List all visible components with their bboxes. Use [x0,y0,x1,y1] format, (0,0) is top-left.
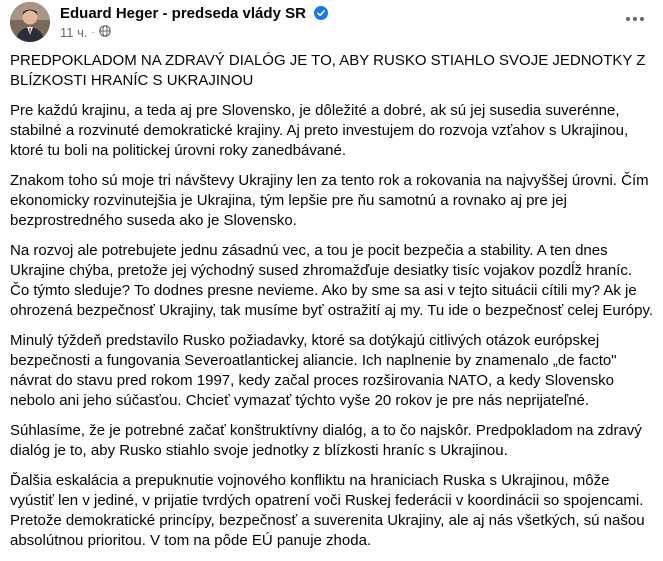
more-options-button[interactable] [617,6,653,30]
post-paragraph: Pre každú krajinu, a teda aj pre Slovensko, je dôležité a dobré, ak sú jej susedia suverénne, stabilné a rozvinuté demokratické krajiny. Aj preto investujem do rozvoja vzťahov s Ukrajinou, ktoré tu boli na politickej úrovni roky zanedbávané. [10,102,629,159]
post-timestamp[interactable]: 11 ч. [60,25,88,40]
post-paragraph: Na rozvoj ale potrebujete jednu zásadnú vec, a tou je pocit bezpečia a stability. A ten dnes Ukrajine chýba, pretože jej východný sused zhromažďuje desiatky tisíc vojakov pozdĺž hraníc. Čo týmto sleduje? To dodnes presne nevieme. Ako by sme sa asi v tejto situácii cítili my? Ak je ohrozená bezpečnosť Ukrajiny, tak musíme byť ostražití aj my. Tu ide o bezpečnosť celej Európy. [10,242,654,319]
post-meta [60,25,111,40]
verified-badge-icon [314,6,328,24]
post-paragraph: PREDPOKLADOM NA ZDRAVÝ DIALÓG JE TO, ABY RUSKO STIAHLO SVOJE JEDNOTKY Z BLÍZKOSTI HRANÍC S UKRAJINOU [10,52,646,89]
author-name: Eduard Heger - predseda vlády SR [60,5,306,22]
post-paragraph: Minulý týždeň predstavilo Rusko požiadavky, ktoré sa dotýkajú citlivých otázok európskej bezpečnosti a fungovania Severoatlantickej aliancie. Ich naplnenie by znamenalo „de facto" návrat do stavu pred rokom 1997, kedy začal proces rozširovania NATO, a kedy Slovensko nebolo ani jeho súčasťou. Chcieť vymazať týchto vyše 20 rokov je pre nás neprijateľné. [10,332,617,409]
more-options-icon [625,9,645,27]
meta-separator: · [91,27,95,38]
author-name-link[interactable] [60,5,328,24]
post-paragraph: Súhlasíme, že je potrebné začať konštruktívny dialóg, a to čo najskôr. Predpokladom na zdravý dialóg je to, aby Rusko stiahlo svoje jednotky z blízkosti hraníc s Ukrajinou. [10,422,642,459]
globe-icon[interactable] [99,25,111,40]
post-header [10,2,653,44]
post-paragraph: Ďalšia eskalácia a prepuknutie vojnového konfliktu na hraniciach Ruska s Ukrajinou, môže vyústiť len v jediné, v prijatie tvrdých opatrení voči Ruskej federácii v koordinácii so spojencami. Pretože demokratické princípy, bezpečnosť a suverenita Ukrajiny, ale aj nás všetkých, sú našou absolútnou prioritou. V tom na pôde EÚ panuje zhoda. [10,472,645,549]
author-avatar[interactable] [10,2,50,42]
post-body [10,51,655,561]
avatar-image [10,2,50,42]
post-paragraph: Znakom toho sú moje tri návštevy Ukrajiny len za tento rok a rokovania na najvyššej úrovni. Čím ekonomicky rozvinutejšia je Ukrajina, tým lepšie pre ňu samotnú a rovnako aj pre jej bezprostredného suseda ako je Slovensko. [10,172,649,229]
